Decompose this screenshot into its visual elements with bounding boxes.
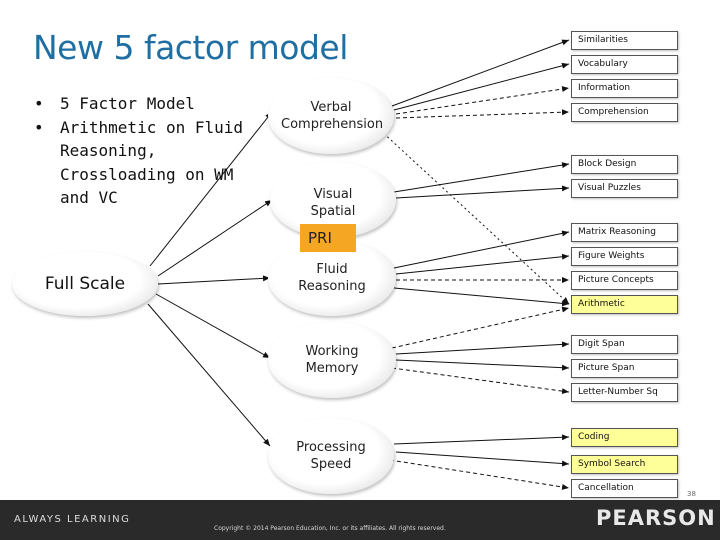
edge-fluid-matrix: [394, 232, 569, 268]
edge-full-working: [156, 294, 270, 358]
pearson-logo: PEARSON: [596, 506, 716, 530]
bullet-dot-icon: •: [34, 94, 44, 113]
subtest-box-highlighted: Arithmetic: [571, 295, 678, 314]
subtest-box: Picture Span: [571, 359, 678, 378]
subtest-box: Visual Puzzles: [571, 179, 678, 198]
edge-working-picture-span: [396, 360, 569, 368]
page-title: New 5 factor model: [33, 28, 348, 67]
node-label: Processing Speed: [296, 440, 366, 472]
bullet-text: 5 Factor Model: [60, 94, 195, 113]
edge-verbal-similarities: [392, 40, 569, 106]
edge-processing-cancellation: [390, 460, 569, 488]
edge-verbal-information: [396, 88, 569, 114]
subtest-box: Letter-Number Sq: [571, 383, 678, 402]
pri-tag: PRI: [300, 224, 356, 252]
edge-processing-symbol: [396, 452, 569, 464]
subtest-box: Cancellation: [571, 479, 678, 498]
edge-fluid-arithmetic: [394, 288, 569, 304]
bullet-list: [30, 92, 260, 210]
edge-visual-puzzles: [396, 188, 569, 198]
subtest-box: Figure Weights: [571, 247, 678, 266]
subtest-box: Digit Span: [571, 335, 678, 354]
subtest-box: Matrix Reasoning: [571, 223, 678, 242]
subtest-box: Comprehension: [571, 103, 678, 122]
edge-working-letter: [392, 368, 569, 392]
subtest-box: Vocabulary: [571, 55, 678, 74]
node-label: Working Memory: [305, 344, 359, 376]
edge-processing-coding: [394, 437, 569, 444]
edge-full-visual: [158, 200, 272, 276]
edge-working-arithmetic: [392, 308, 569, 348]
bullet-dot-icon: •: [34, 117, 44, 137]
edge-verbal-comprehension: [396, 112, 569, 118]
edge-verbal-arithmetic: [380, 130, 569, 304]
node-label: Verbal Comprehension: [281, 100, 384, 132]
working-memory-node: [268, 322, 396, 398]
edge-working-digit: [396, 344, 569, 354]
bullet-item: [30, 92, 260, 116]
footer-copyright: Copyright © 2014 Pearson Education, Inc. or its affiliates. All rights reserved.: [214, 525, 446, 532]
subtest-box-highlighted: Coding: [571, 428, 678, 447]
footer-tagline: ALWAYS LEARNING: [14, 514, 131, 525]
verbal-comprehension-node: [268, 78, 394, 154]
subtest-box: Block Design: [571, 155, 678, 174]
subtest-box: Similarities: [571, 31, 678, 50]
edge-full-processing: [148, 304, 270, 446]
full-scale-node: Full Scale: [12, 252, 158, 316]
bullet-item: [30, 116, 260, 210]
bullet-text: Arithmetic on Fluid Reasoning, Crossloading on WM and VC: [60, 117, 244, 207]
edge-verbal-vocabulary: [394, 64, 569, 110]
page-number: 38: [687, 490, 696, 498]
node-label: Visual Spatial: [310, 187, 356, 219]
edge-full-fluid: [158, 278, 270, 284]
subtest-box: Information: [571, 79, 678, 98]
processing-speed-node: [268, 418, 394, 494]
subtest-box: Picture Concepts: [571, 271, 678, 290]
edge-fluid-figure: [396, 256, 569, 274]
node-label: Fluid Reasoning: [298, 262, 366, 294]
subtest-box-highlighted: Symbol Search: [571, 455, 678, 474]
edge-visual-block: [394, 164, 569, 192]
